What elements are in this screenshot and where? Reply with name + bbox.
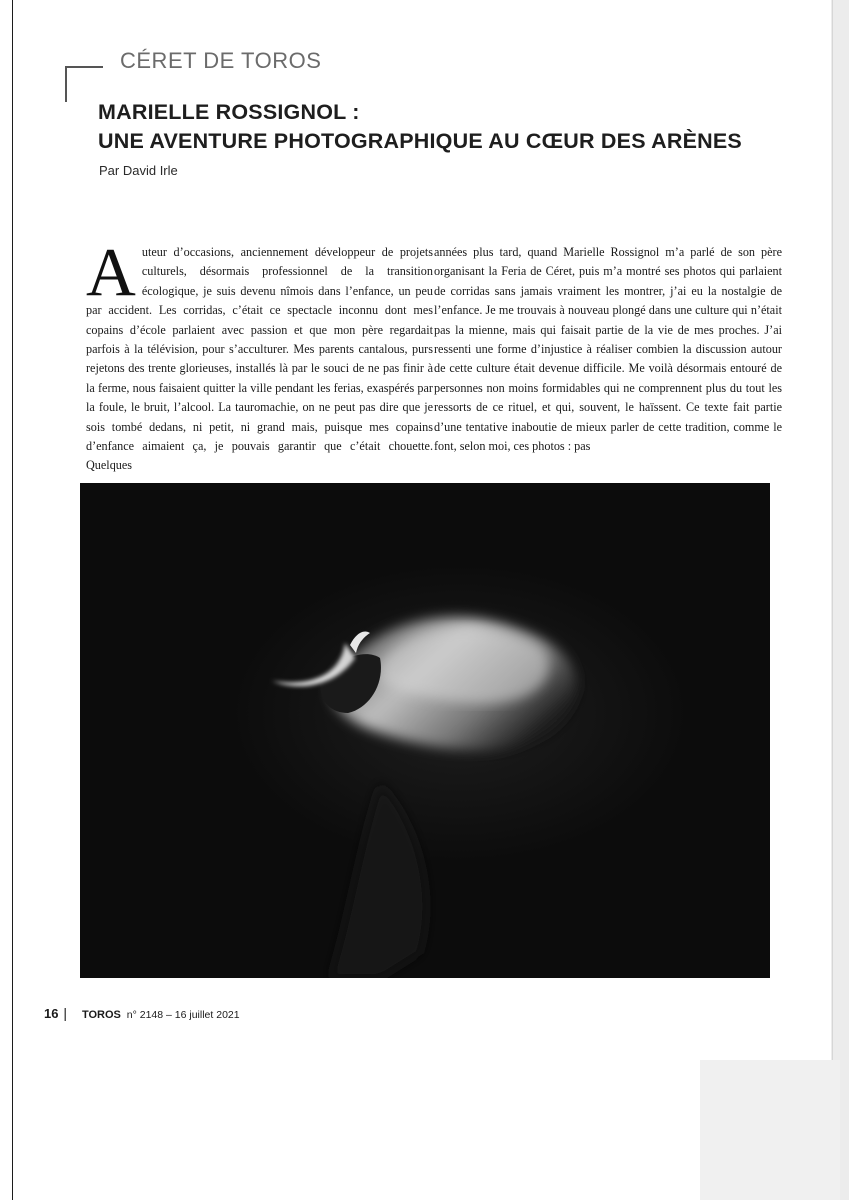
headline-line-2: UNE AVENTURE PHOTOGRAPHIQUE AU CŒUR DES ARÈNES bbox=[98, 129, 742, 153]
section-bracket-horizontal bbox=[65, 66, 103, 68]
drop-cap: A bbox=[86, 234, 136, 310]
scan-edge-left bbox=[12, 0, 13, 1200]
article-column-2 bbox=[434, 243, 782, 456]
column-1-text: uteur d’occasions, anciennement développeur de projets culturels, désormais professionnel de la transition écologique, je suis devenu nîmois dans l’enfance, un peu par accident. Les corridas, c’était ce spectacle inconnu dont mes copains d’école parlaient avec passion et que mon père regardait parfois à la télévision, pour s’acculturer. Mes parents cantalous, purs rejetons des trente glorieuses, installés là par le souci de ne pas finir à la ferme, nous faisaient quitter la ville pendant les ferias, exaspérés par la foule, le bruit, l’alcool. La tauromachie, on ne peut pas dire que je sois tombé dedans, ni petit, ni grand mais, puisque mes copains d’enfance aimaient ça, je pouvais garantir que c’était chouette. Quelques bbox=[86, 245, 433, 473]
bull-photo bbox=[80, 483, 770, 978]
bull-image bbox=[80, 483, 770, 978]
page-number: 16 bbox=[44, 1006, 59, 1021]
scan-edge-right-line bbox=[832, 0, 833, 1200]
page-footer bbox=[44, 1005, 240, 1021]
footer-separator: | bbox=[63, 1005, 68, 1021]
section-label: CÉRET DE TOROS bbox=[120, 48, 322, 73]
column-2-text: années plus tard, quand Marielle Rossignol m’a parlé de son père organisant la Feria de Céret, puis m’a montré ses photos qui parlaient de corridas sans jamais vraiment les montrer, j’ai eu la nostalgie de l’enfance. Je me trouvais à nouveau plongé dans une culture qui n’était pas la mienne, mais qui faisait partie de la vie de mes proches. J’ai ressenti une forme d’injustice à réaliser combien la discussion autour de cette culture était devenue difficile. Me voilà désormais entouré de personnes non moins formidables qui ne comprennent plus du tout les ressorts de ce rituel, et qui, souvent, le haïssent. Ce texte fait partie d’une tentative inaboutie de mieux parler de cette tradition, comme le font, selon moi, ces photos : pas bbox=[434, 245, 782, 454]
scan-edge-right bbox=[831, 0, 849, 1200]
section-bracket-vertical bbox=[65, 66, 67, 102]
byline: Par David Irle bbox=[99, 163, 178, 178]
article-headline bbox=[98, 98, 798, 156]
article-column-1 bbox=[86, 234, 433, 476]
issue-info: n° 2148 – 16 juillet 2021 bbox=[126, 1009, 240, 1021]
headline-line-1: MARIELLE ROSSIGNOL : bbox=[98, 100, 360, 124]
magazine-name: TOROS bbox=[81, 1009, 121, 1021]
scan-shadow bbox=[700, 1060, 840, 1200]
